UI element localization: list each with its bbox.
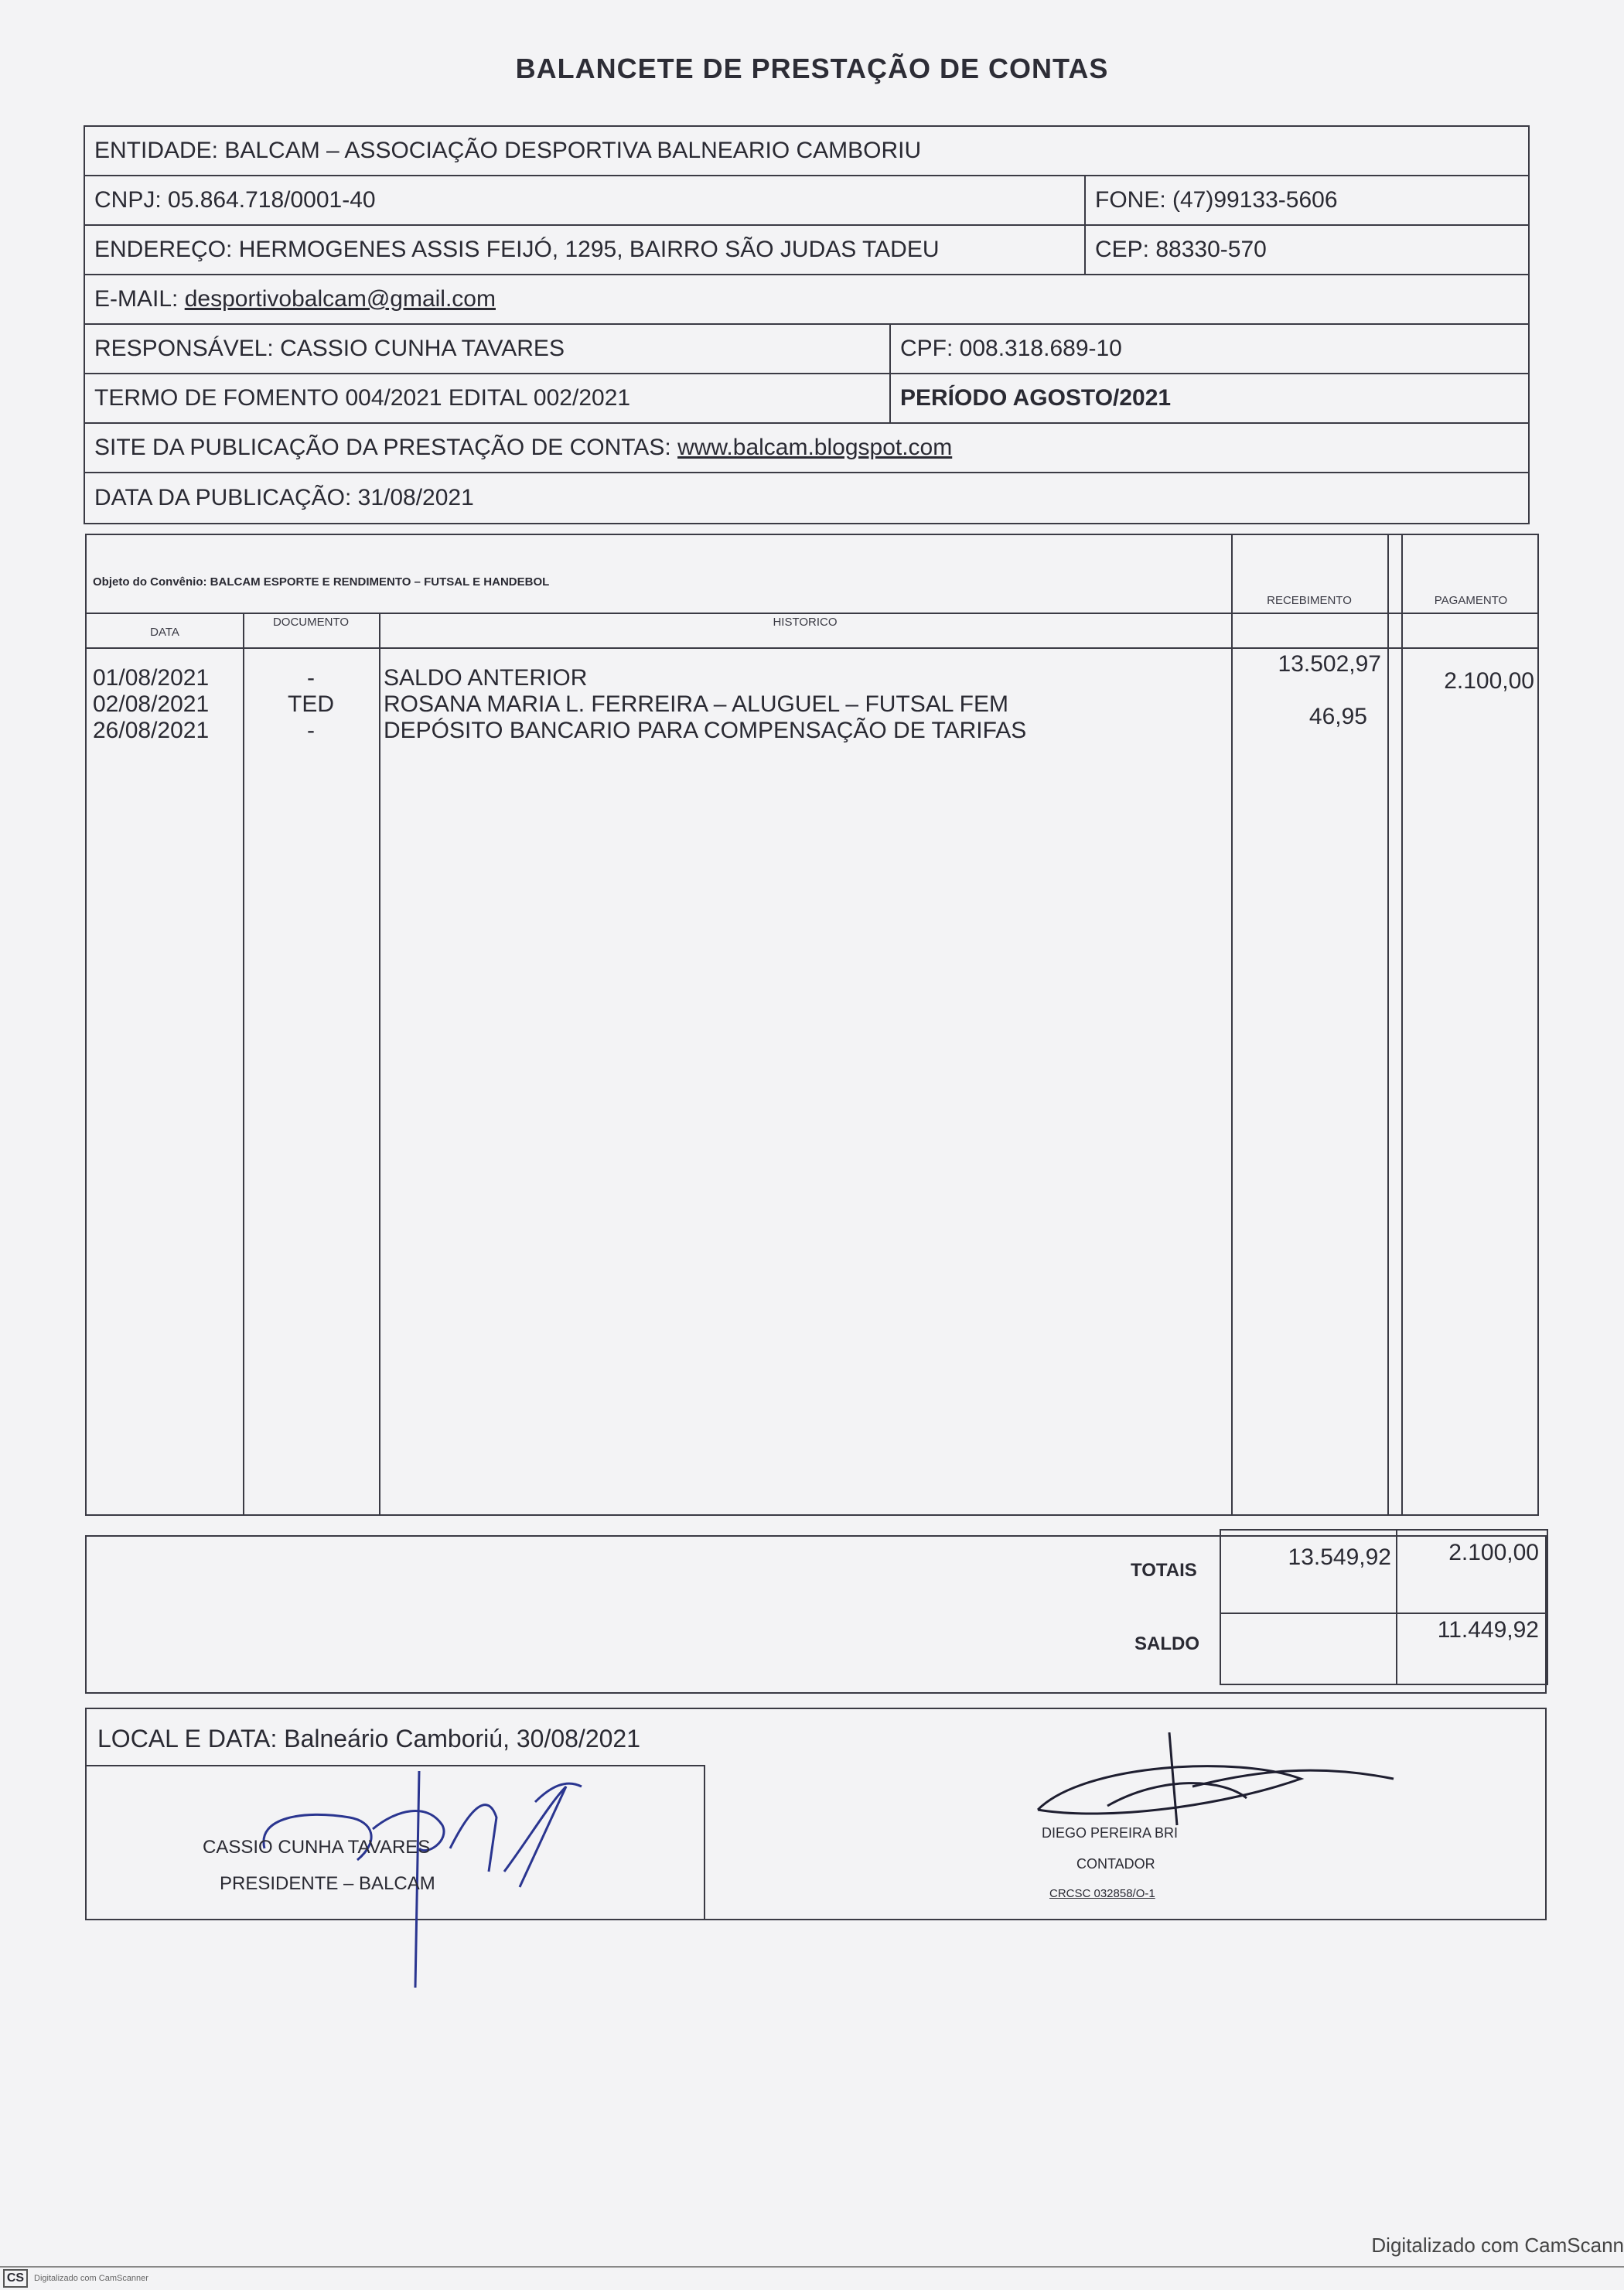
col-divider-3: [1231, 535, 1233, 1514]
site-link[interactable]: www.balcam.blogspot.com: [677, 435, 953, 460]
periodo-text: PERÍODO AGOSTO/2021: [889, 374, 1528, 422]
info-row-email: [85, 275, 1528, 325]
info-row-endereco: [85, 226, 1528, 275]
info-row-site: [85, 424, 1528, 473]
row1-historico: SALDO ANTERIOR: [384, 665, 588, 691]
row1-documento: -: [307, 665, 315, 691]
objeto-convenio: Objeto do Convênio: BALCAM ESPORTE E RENDIMENTO – FUTSAL E HANDEBOL: [93, 575, 550, 589]
totals-block: [85, 1535, 1547, 1694]
info-row-responsavel: [85, 325, 1528, 374]
header-data: DATA: [150, 626, 179, 639]
email-label: E-MAIL:: [94, 286, 179, 312]
row1-recebimento: 13.502,97: [1278, 651, 1381, 677]
row3-recebimento: 46,95: [1308, 704, 1367, 729]
site-cell: [85, 424, 1528, 472]
endereco-text: ENDEREÇO: HERMOGENES ASSIS FEIJÓ, 1295, BAIRRO SÃO JUDAS TADEU: [94, 237, 940, 262]
email-link[interactable]: desportivobalcam@gmail.com: [184, 286, 496, 312]
entity-info-table: [84, 125, 1530, 524]
camscanner-logo: CS: [3, 2269, 28, 2288]
row1-data: 01/08/2021: [93, 665, 210, 691]
ledger-header-bottom: [87, 647, 1537, 649]
president-role: PRESIDENTE – BALCAM: [220, 1873, 435, 1894]
signature-block: [85, 1708, 1547, 1920]
header-recebimento: RECEBIMENTO: [1267, 594, 1352, 607]
cep-text: CEP: 88330-570: [1084, 226, 1528, 274]
saldo-value: 11.449,92: [1437, 1617, 1539, 1643]
totais-recebimento-box: [1220, 1529, 1397, 1614]
accountant-name: DIEGO PEREIRA BRI: [1042, 1825, 1179, 1841]
camscanner-small-text: Digitalizado com CamScanner: [34, 2274, 148, 2283]
footer-divider: [0, 2266, 1624, 2268]
termo-text: TERMO DE FOMENTO 004/2021 EDITAL 002/2021: [94, 385, 631, 411]
header-pagamento: PAGAMENTO: [1434, 594, 1508, 607]
totais-pagamento: 2.100,00: [1448, 1540, 1539, 1565]
data-publicacao-text: DATA DA PUBLICAÇÃO: 31/08/2021: [94, 485, 474, 510]
cpf-text: CPF: 008.318.689-10: [889, 325, 1528, 373]
col-divider-1: [243, 613, 244, 1514]
header-documento: DOCUMENTO: [272, 616, 350, 629]
row2-data: 02/08/2021: [93, 691, 210, 717]
accountant-role: CONTADOR: [1076, 1856, 1155, 1872]
email-cell: [85, 275, 1528, 323]
responsavel-text: RESPONSÁVEL: CASSIO CUNHA TAVARES: [94, 336, 565, 361]
totais-recebimento: 13.549,92: [1288, 1544, 1391, 1570]
row3-documento: -: [307, 718, 315, 743]
row2-historico: ROSANA MARIA L. FERREIRA – ALUGUEL – FUTSAL FEM: [384, 691, 1009, 717]
scanner-watermark: Digitalizado com CamScann: [1371, 2234, 1624, 2257]
row2-pagamento: 2.100,00: [1444, 668, 1534, 694]
cnpj-text: CNPJ: 05.864.718/0001-40: [94, 187, 376, 213]
saldo-label: SALDO: [1134, 1633, 1199, 1654]
row2-documento: TED: [288, 691, 334, 717]
info-row-termo: [85, 374, 1528, 424]
row3-historico: DEPÓSITO BANCARIO PARA COMPENSAÇÃO DE TARIFAS: [384, 718, 1027, 743]
row3-data: 26/08/2021: [93, 718, 210, 743]
accountant-registration: CRCSC 032858/O-1: [1049, 1887, 1155, 1900]
ledger-table: [85, 534, 1539, 1516]
entidade-text: ENTIDADE: BALCAM – ASSOCIAÇÃO DESPORTIVA BALNEARIO CAMBORIU: [94, 138, 922, 163]
site-label: SITE DA PUBLICAÇÃO DA PRESTAÇÃO DE CONTAS:: [94, 435, 671, 460]
president-name: CASSIO CUNHA TAVARES: [203, 1837, 431, 1858]
info-row-entidade: [85, 127, 1528, 176]
fone-text: FONE: (47)99133-5606: [1084, 176, 1528, 224]
header-historico: HISTORICO: [773, 616, 838, 629]
ledger-header-divider: [87, 613, 1537, 614]
accountant-signature-icon: [991, 1732, 1471, 1841]
info-row-data-publicacao: [85, 473, 1528, 523]
info-row-cnpj: [85, 176, 1528, 226]
document-title: BALANCETE DE PRESTAÇÃO DE CONTAS: [515, 53, 1109, 84]
saldo-empty-box: [1220, 1613, 1397, 1685]
col-divider-4: [1387, 535, 1389, 1514]
local-data: LOCAL E DATA: Balneário Camboriú, 30/08/2021: [97, 1725, 640, 1752]
totais-label: TOTAIS: [1131, 1560, 1197, 1581]
col-divider-2: [379, 613, 380, 1514]
